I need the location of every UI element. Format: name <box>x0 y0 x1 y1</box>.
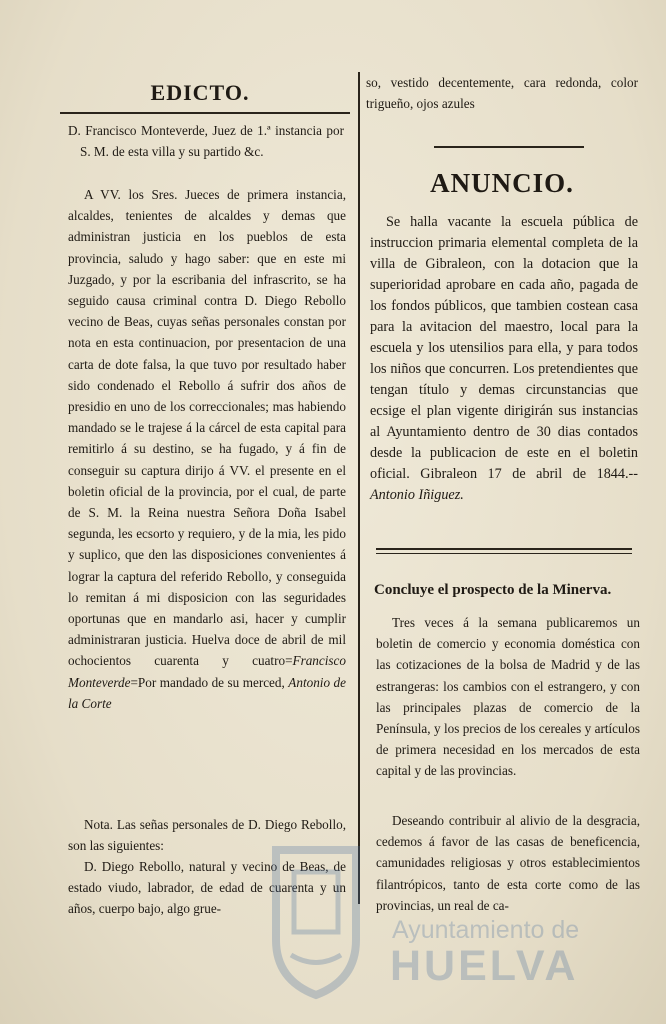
column-divider <box>358 72 360 904</box>
concluye-heading: Concluye el prospecto de la Minerva. <box>374 582 612 598</box>
edicto-signature-judge: Francisco Monteverde <box>68 653 346 690</box>
edicto-main-paragraph <box>68 184 346 714</box>
edicto-signature-joiner: =Por mandado de su merced, <box>130 674 289 690</box>
edicto-heading: EDICTO. <box>150 80 250 105</box>
concluye-paragraph-2: Deseando contribuir al alivio de la desgracia, cedemos á favor de las casas de beneficencia, camunidades religiosas y otros establecimientos filantrópicos, tanto de esta corte como de las provincias, un real de ca- <box>376 813 640 913</box>
anuncio-top-rule <box>434 146 584 148</box>
edicto-signature-clerk: Antonio de la Corte <box>68 674 346 711</box>
edicto-intro: D. Francisco Monteverde, Juez de 1.ª instancia por S. M. de esta villa y su partido &c. <box>68 123 344 160</box>
section-double-rule <box>376 548 632 554</box>
edicto-description: D. Diego Rebollo, natural y vecino de Beas, de estado viudo, labrador, de edad de cuarenta y un años, cuerpo bajo, algo grue- <box>68 859 346 917</box>
watermark-line-1: Ayuntamiento de <box>392 916 580 944</box>
anuncio-signature: Antonio Iñiguez. <box>370 487 464 503</box>
edicto-nota: Nota. Las señas personales de D. Diego Rebollo, son las siguientes: <box>68 817 346 854</box>
anuncio-text: Se halla vacante la escuela pública de instruccion primaria elemental completa de la villa de Gibraleon, con la dotacion que la superioridad aprobare en cada año, pagada de los fondos públicos, que tambien costean casa para la avitacion del maestro, local para la escuela y los utensilios para ella, y para todos los niños que concurren. Los pretendientes que tengan título y demas circunstancias que ecsige el plan vigente dirigirán sus instancias al Ayuntamiento dentro de 30 dias contados desde la publicacion de este en el boletin oficial. Gibraleon 17 de abril de 1844.-- <box>370 214 638 482</box>
watermark-line-2: HUELVA <box>390 942 579 990</box>
edicto-rule <box>60 112 350 114</box>
concluye-paragraph-1: Tres veces á la semana publicaremos un boletin de comercio y economia doméstica con las cotizaciones de la bolsa de Madrid y de las estrangeras: los cambios con el estrangero, y con las principales plazas de comercio de la Península, y los precios de los cereales y artículos de primera necesidad en los mercados de esta capital y de las provincias. <box>376 615 640 779</box>
edicto-main-text: A VV. los Sres. Jueces de primera instancia, alcaldes, tenientes de alcaldes y demas que administran justicia en los pueblos de esta provincia, saludo y hago saber: que en este mi Juzgado, y por la escribania del infrascrito, se ha seguido causa criminal contra D. Diego Rebollo vecino de Beas, cuyas señas personales constan por nota en esta continuacion, por presentacion de una carta de dote falsa, la que tuvo por resultado haber sido condenado el Rebollo á sufrir dos años de presidio en uno de los correccionales; mas habiendo mandado se le trajese á la cárcel de esta capital para remitirlo á su destino, se ha fugado, y á fin de conseguir su captura dirijo á VV. el presente en el boletin oficial de la provincia, por el cual, de parte de S. M. la Reina nuestra Señora Doña Isabel segunda, les ecsorto y requiero, y de la mia, les pido y suplico, que den las disposiciones convenientes á lograr la captura del referido Rebollo, y conseguida lo remitan á mi disposicion con las seguridades oportunas que en mandarlo asi, hacer y cumplir administraran justicia. Huelva doce de abril de mil ochocientos cuarenta y cuatro= <box>68 187 346 669</box>
anuncio-heading: ANUNCIO. <box>430 168 574 198</box>
edicto-description-continued: so, vestido decentemente, cara redonda, color trigueño, ojos azules <box>366 75 638 112</box>
anuncio-paragraph <box>370 212 638 506</box>
